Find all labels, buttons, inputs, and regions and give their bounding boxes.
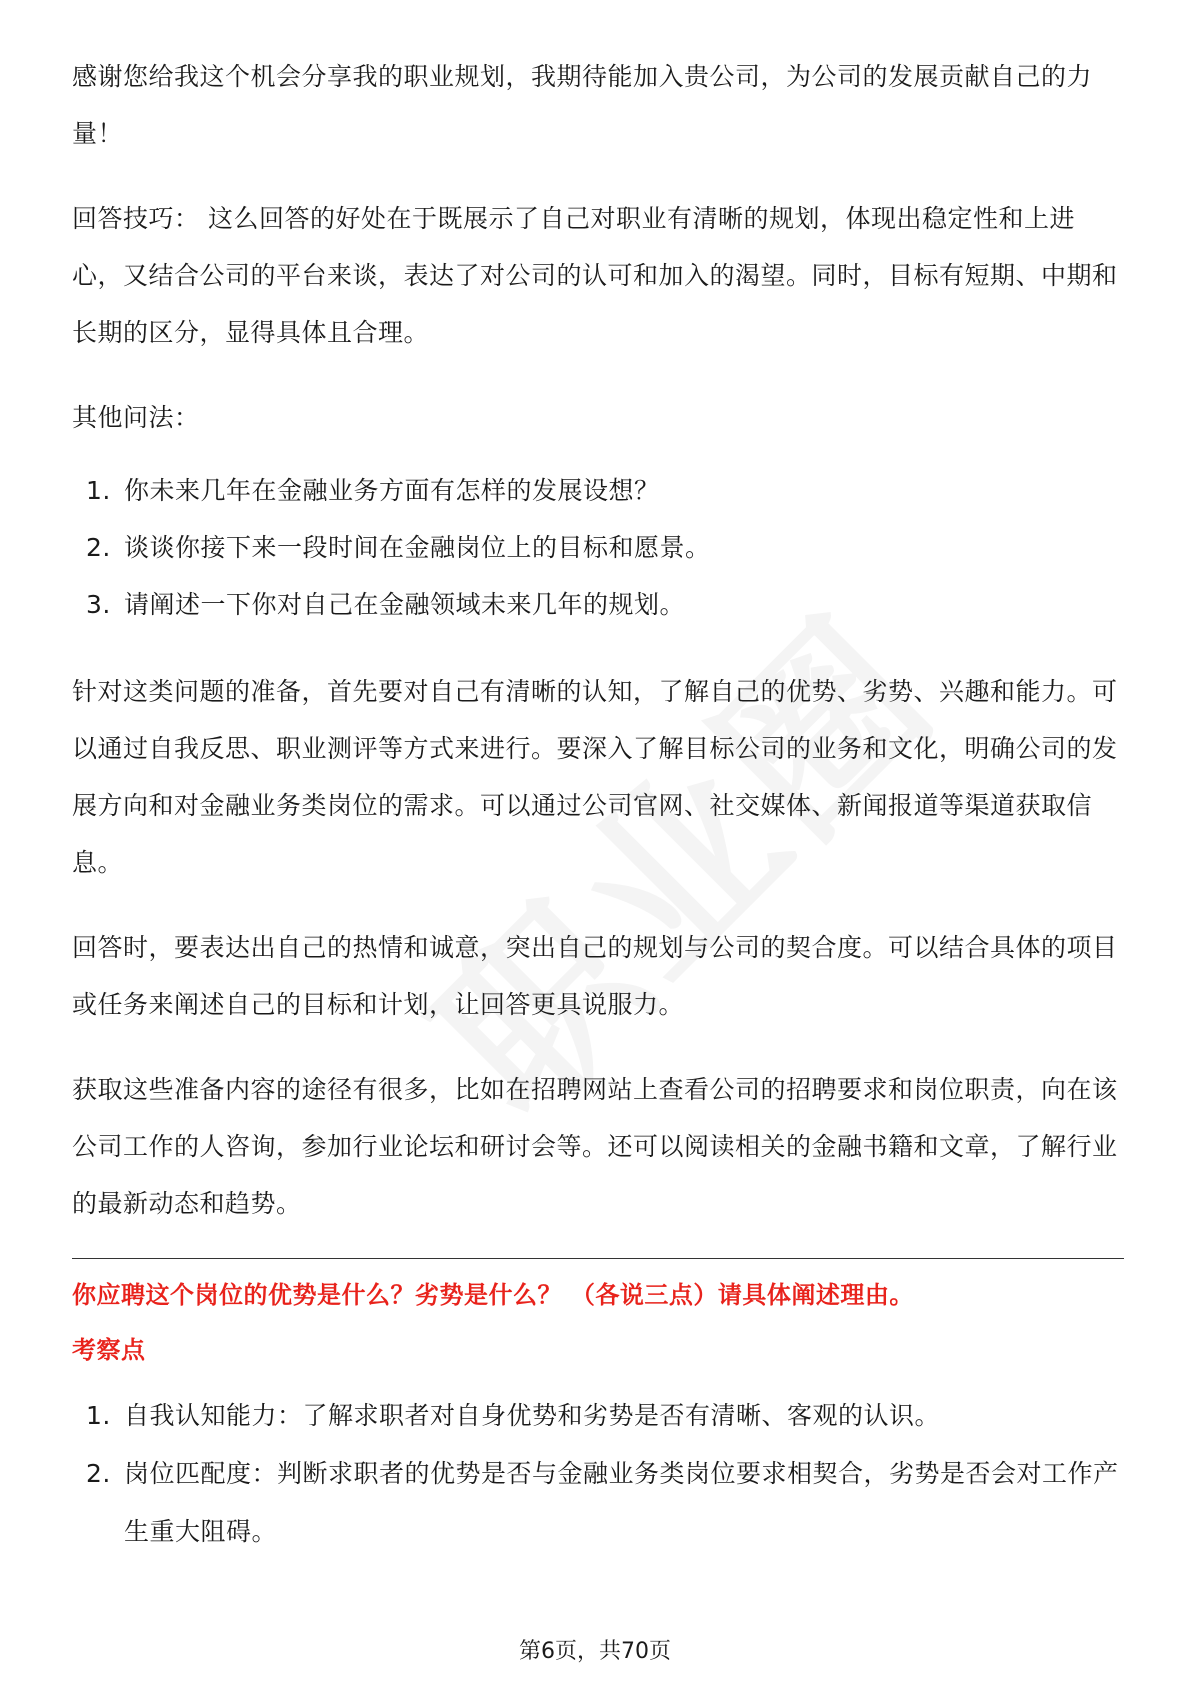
paragraph-preparation: 针对这类问题的准备，首先要对自己有清晰的认知，了解自己的优势、劣势、兴趣和能力。可以通过自我反思、职业测评等方式来进行。要深入了解目标公司的业务和文化，明确公司的发展方向和对金融业务类岗位的需求。可以通过公司官网、社交媒体、新闻报道等渠道获取信息。 — [72, 677, 1118, 877]
list-number: 3. — [86, 590, 111, 619]
list-number: 1. — [86, 1401, 111, 1430]
list-item — [72, 576, 1124, 633]
other-questions-list — [72, 462, 1124, 633]
list-item-text: 谈谈你接下来一段时间在金融岗位上的目标和愿景。 — [124, 533, 711, 562]
section-divider — [72, 1258, 1124, 1259]
question-title: 你应聘这个岗位的优势是什么？劣势是什么？ （各说三点）请具体阐述理由。 — [72, 1281, 914, 1309]
paragraph-other-questions: 其他问法： — [72, 403, 200, 432]
list-item-text: 请阐述一下你对自己在金融领域未来几年的规划。 — [124, 590, 686, 619]
paragraph-answering: 回答时，要表达出自己的热情和诚意，突出自己的规划与公司的契合度。可以结合具体的项目或任务来阐述自己的目标和计划，让回答更具说服力。 — [72, 933, 1118, 1019]
page-number: 第6页，共70页 — [519, 1639, 671, 1664]
document-page — [72, 48, 1124, 1561]
list-number: 2. — [86, 1459, 111, 1488]
list-item-text: 自我认知能力：了解求职者对自身优势和劣势是否有清晰、客观的认识。 — [124, 1401, 941, 1430]
paragraph-tips: 回答技巧： 这么回答的好处在于既展示了自己对职业有清晰的规划，体现出稳定性和上进心，又结合公司的平台来谈，表达了对公司的认可和加入的渴望。同时，目标有短期、中期和长期的区分，显得具体且合理。 — [72, 204, 1118, 347]
list-number: 2. — [86, 533, 111, 562]
paragraph-closing: 感谢您给我这个机会分享我的职业规划，我期待能加入贵公司，为公司的发展贡献自己的力量！ — [72, 62, 1093, 148]
list-item-text: 岗位匹配度：判断求职者的优势是否与金融业务类岗位要求相契合，劣势是否会对工作产生重大阻碍。 — [124, 1459, 1119, 1546]
paragraph-sources: 获取这些准备内容的途径有很多，比如在招聘网站上查看公司的招聘要求和岗位职责，向在该公司工作的人咨询，参加行业论坛和研讨会等。还可以阅读相关的金融书籍和文章，了解行业的最新动态和趋势。 — [72, 1075, 1118, 1218]
assessment-heading: 考察点 — [72, 1336, 146, 1364]
assessment-list — [72, 1387, 1124, 1561]
list-item — [72, 462, 1124, 519]
list-item — [72, 519, 1124, 576]
list-item-text: 你未来几年在金融业务方面有怎样的发展设想？ — [124, 476, 660, 505]
list-item — [72, 1387, 1124, 1445]
list-item — [72, 1445, 1124, 1561]
list-number: 1. — [86, 476, 111, 505]
